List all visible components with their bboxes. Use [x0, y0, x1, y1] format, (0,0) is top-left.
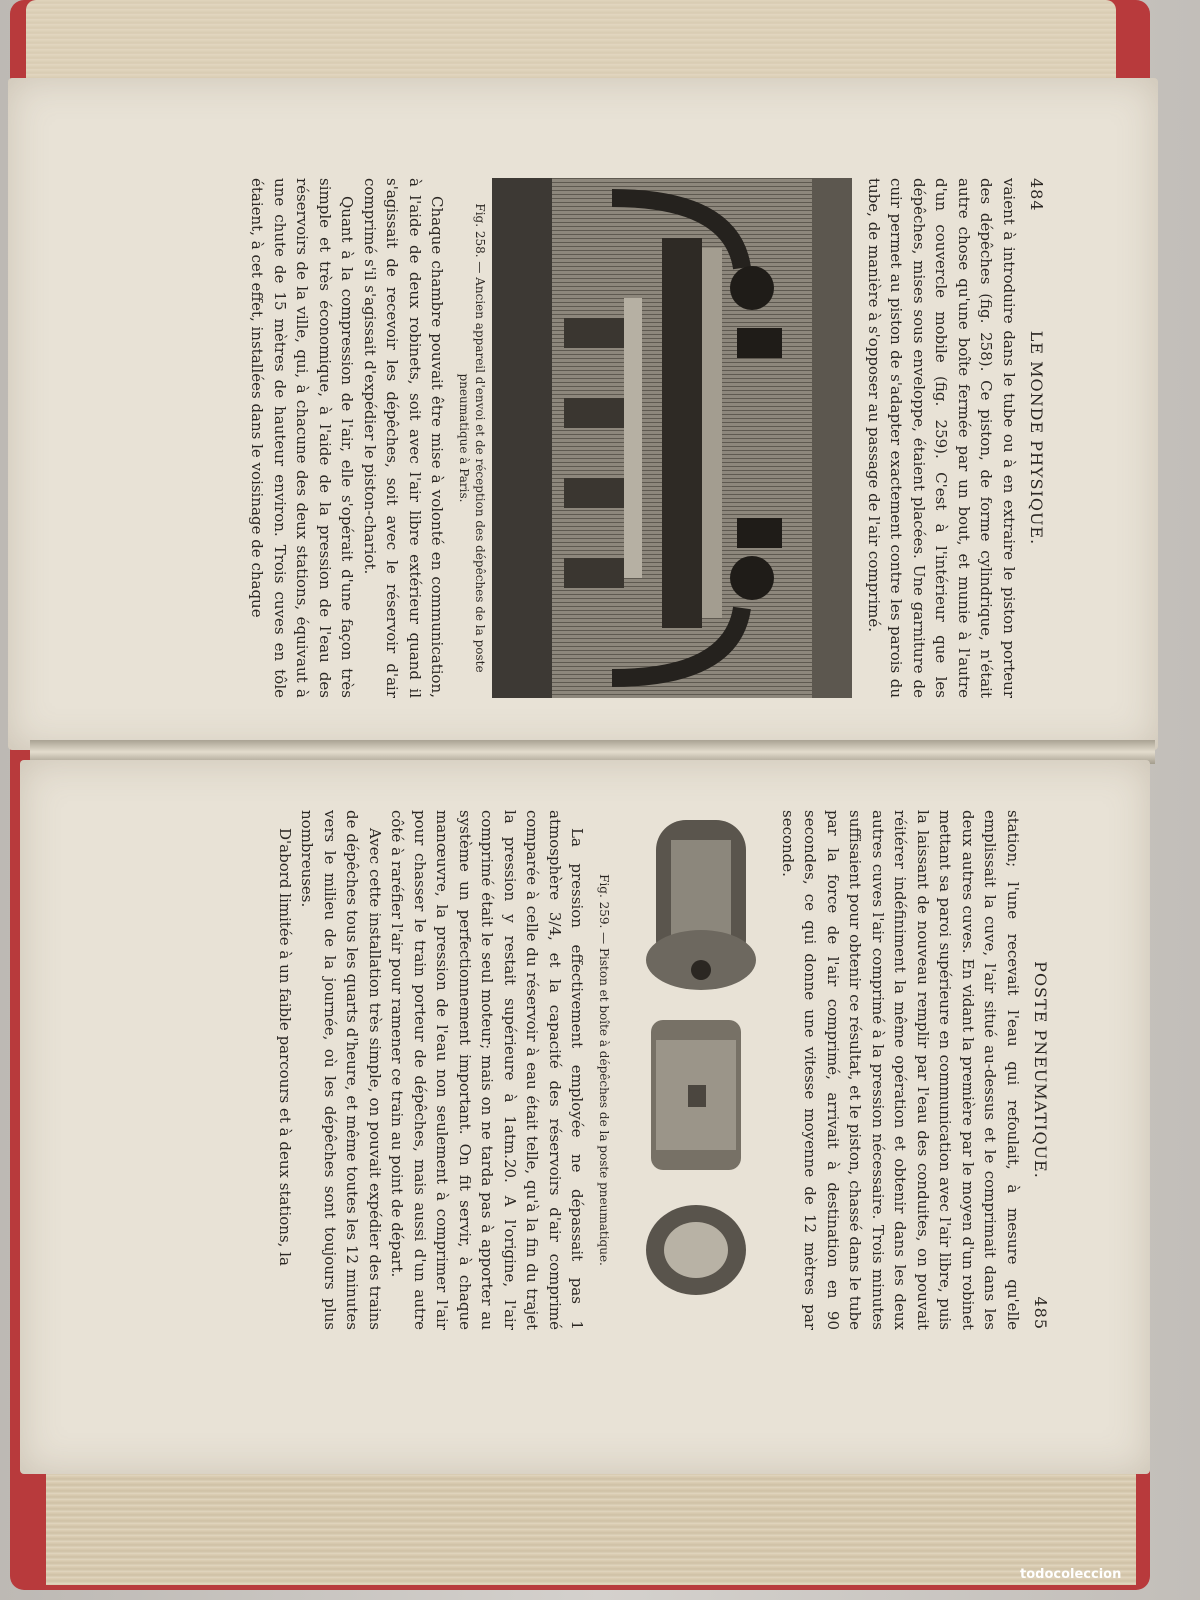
pneumatic-apparatus-engraving	[493, 178, 853, 698]
page-header	[1020, 178, 1046, 698]
paragraph: La pression effectivement employée ne dépassait pas 1 atmosphère 3/4, et la capacité des réservoirs d'air comprimé comparée à celle du réservoir à eau était telle, qu'à la fin du trajet la pression y restait supérieure à 1atm.20. A l'origine, l'air comprimé était le seul moteur; mais on ne tarda pas à apporter au système un perfectionnement important. On fit servir, à chaque manœuvre, la pression de l'eau non seulement à comprimer l'air pour chasser le train porteur de dépêches, mais aussi d'un autre côté à raréfier l'air pour ramener ce train au point de départ.	[388, 810, 587, 1330]
page-number: 485	[1031, 1296, 1050, 1330]
page-485	[20, 760, 1150, 1474]
figure-caption: Fig. 259. — Piston et boîte à dépêches de la poste pneumatique.	[597, 874, 612, 1266]
running-head: POSTE PNEUMATIQUE.	[1031, 961, 1050, 1179]
paragraph: Chaque chambre pouvait être mise à volonté en communication, à l'aide de deux robinets, soit avec l'air libre extérieur quand il s'agissait de recevoir les dépêches, soit avec le réservoir d'air comprimé s'il s'agissait d'expédier le piston-chariot.	[361, 178, 447, 698]
paragraph: D'abord limitée à un faible parcours et à deux stations, la	[276, 828, 294, 1266]
watermark-text: todocoleccion	[1020, 1567, 1122, 1582]
page-485-content	[274, 810, 1051, 1330]
running-head: LE MONDE PHYSIQUE.	[1027, 330, 1046, 546]
page-number: 484	[1027, 178, 1046, 212]
paragraph: vaient à introduire dans le tube ou à en extraire le piston porteur des dépêches (fig. 258). Ce piston, de forme cylindrique, n'était autre chose qu'une boîte fermée par un bout, et munie à l'autre d'un couvercle mobile (fig. 259). C'est à l'intérieur que les dépêches, mises sous enveloppe, étaient placées. Une garniture de cuir permet au piston de s'adapter exactement contre les parois du tube, de manière à s'opposer au passage de l'air comprimé.	[865, 178, 1018, 698]
piston-and-box-engraving	[617, 810, 767, 1330]
page-484	[8, 78, 1158, 750]
paragraph: station; l'une recevait l'eau qui refoulait, à mesure qu'elle emplissait la cuve, l'air situé au-dessus et le comprimait dans les deux autres cuves. En vidant la première par le moyen d'un robinet mettant sa paroi supérieure en communication avec l'air libre, puis la laissant de nouveau remplir par l'eau des conduites, on pouvait réitérer indéfiniment la même opération et obtenir dans les deux autres cuves l'air comprimé à la pression nécessaire. Trois minutes suffisaient pour obtenir ce résultat, et le piston, chassé dans le tube par la force de l'air comprimé, arrivait à destination en 90 secondes, ce qui donne une vitesse moyenne de 12 mètres par seconde.	[779, 810, 1022, 1330]
paragraph: Quant à la compression de l'air, elle s'opérait d'une façon très simple et très économique, à l'aide de la pression de l'eau des réservoirs de la ville, qui, à chacune des deux stations, équivaut à une chute de 15 mètres de hauteur environ. Trois cuves en tôle étaient, à cet effet, installées dans le voisinage de chaque	[248, 178, 357, 698]
figure-caption: Fig. 258. — Ancien appareil d'envoi et de réception des dépêches de la poste pneumatique à Paris.	[457, 203, 488, 673]
page-484-content	[246, 178, 1046, 698]
paragraph: Avec cette installation très simple, on pouvait expédier des trains de dépêches tous les quarts d'heure, et même toutes les 12 minutes vers le milieu de la journée, où les dépêches sont toujours plus nombreuses.	[298, 810, 384, 1330]
figure-258	[457, 178, 853, 698]
figure-259	[597, 810, 767, 1330]
page-edges-bottom	[46, 1470, 1136, 1585]
page-header	[1024, 810, 1050, 1330]
